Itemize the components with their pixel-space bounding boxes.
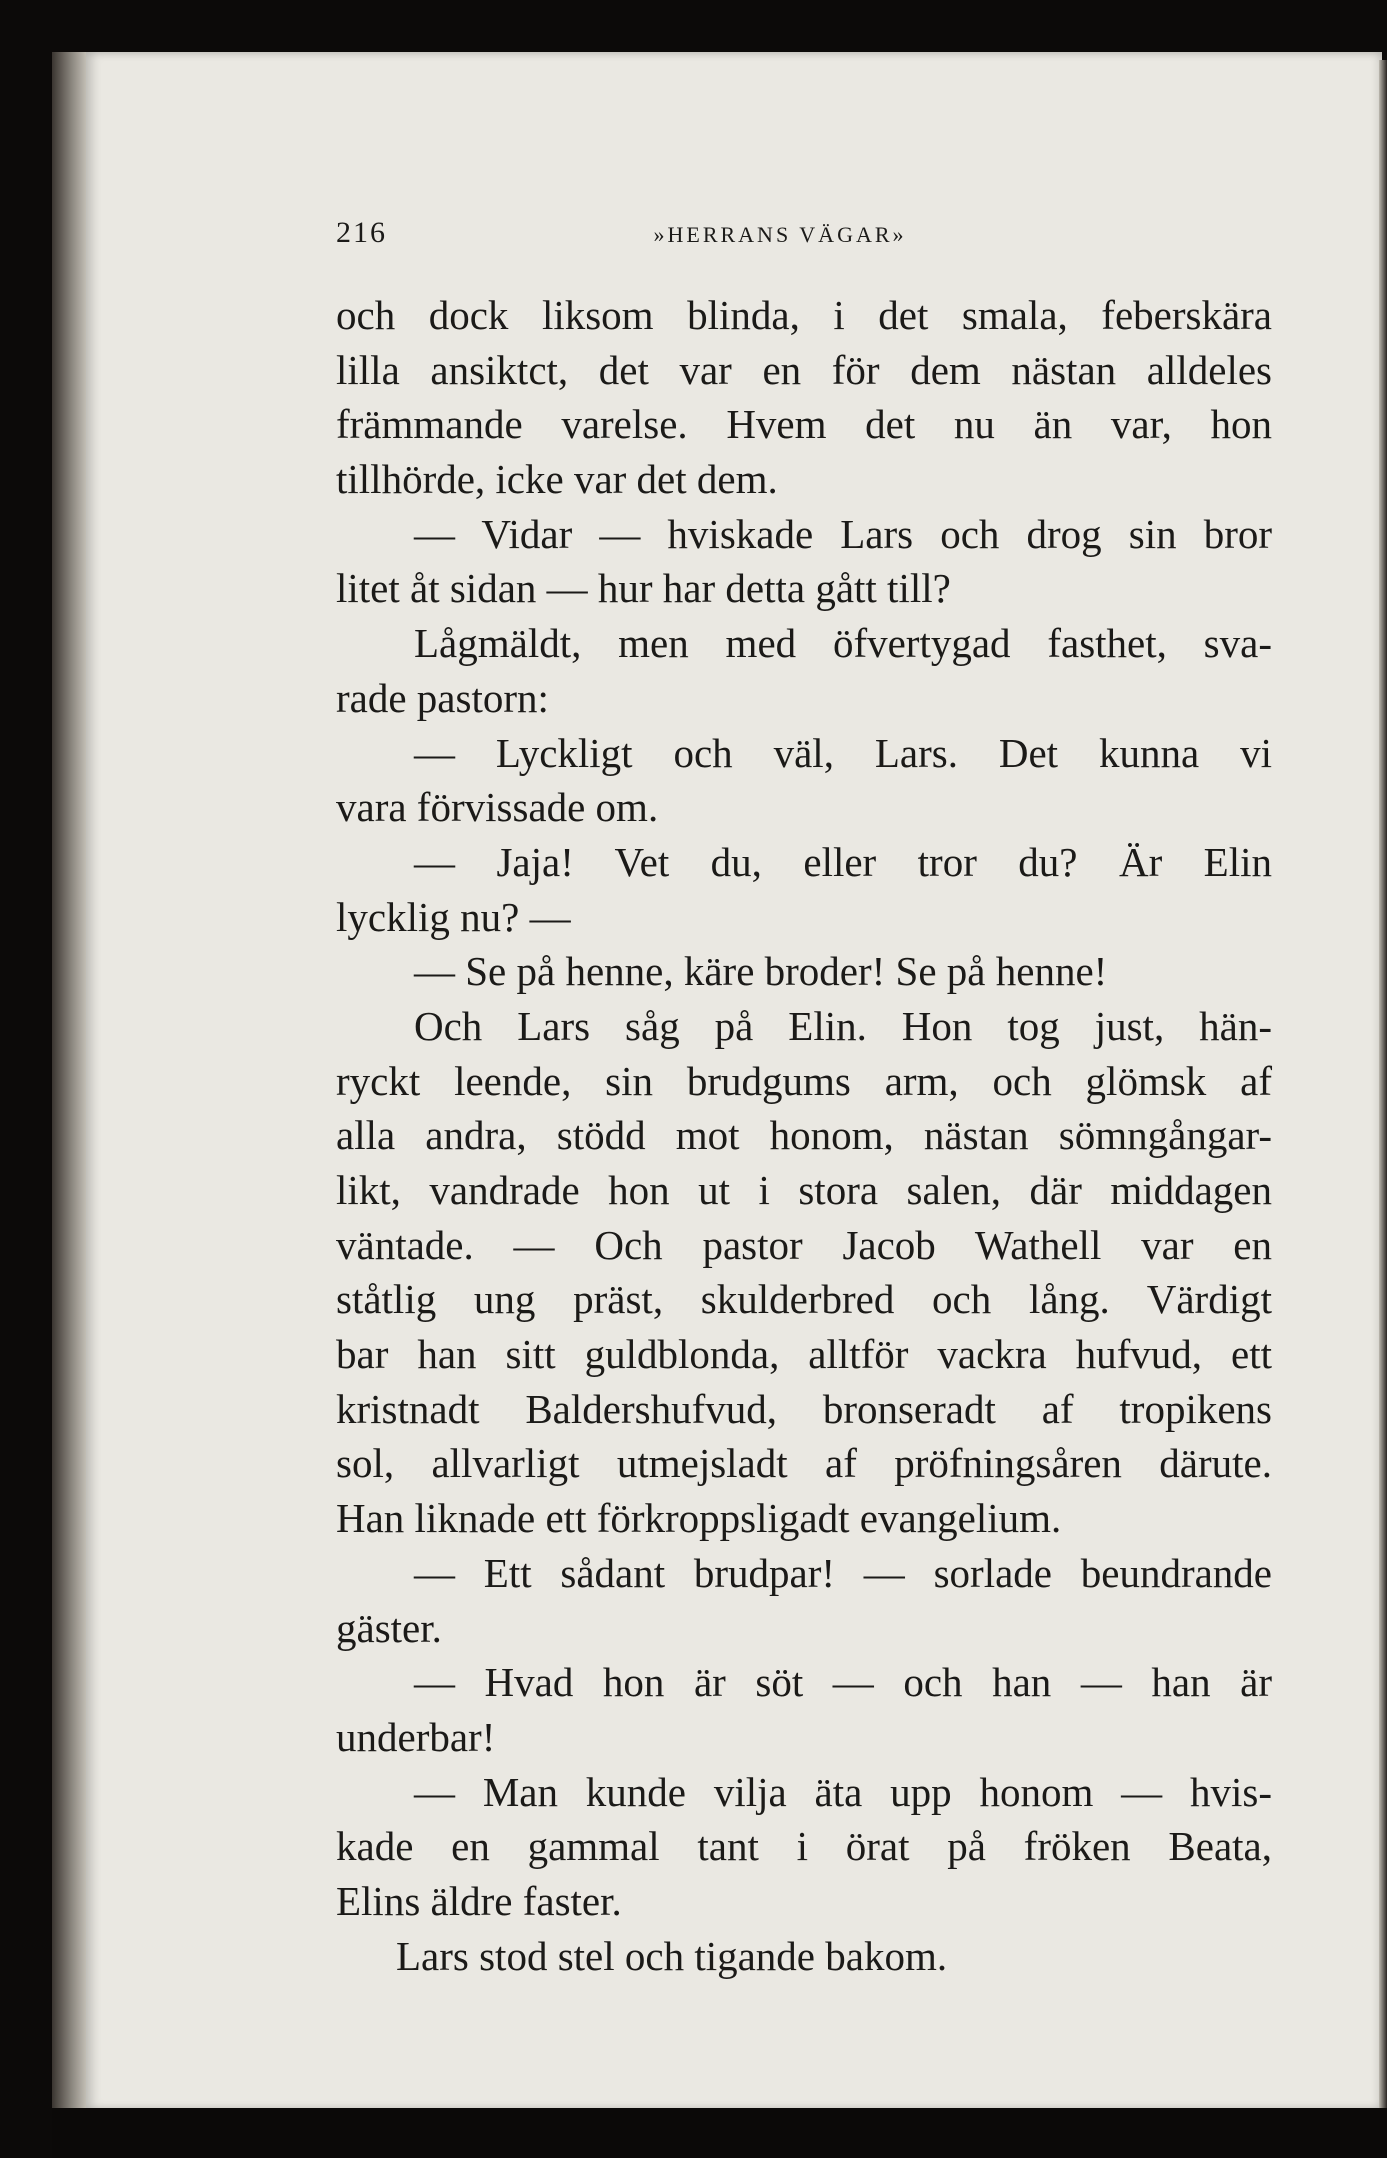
- text-line: — Vidar — hviskade Lars och drog sin bror: [414, 510, 1272, 557]
- text-line: Lars stod stel och tigande bakom.: [396, 1932, 948, 1979]
- text-line: Han liknade ett förkroppsligadt evangelium.: [336, 1495, 1062, 1542]
- text-line: alla andra, stödd mot honom, nästan sömngångar-: [336, 1112, 1272, 1159]
- text-line: — Ett sådant brudpar! — sorlade beundrande: [414, 1549, 1272, 1596]
- text-line: — Jaja! Vet du, eller tror du? Är Elin: [414, 838, 1272, 885]
- text-line: bar han sitt guldblonda, alltför vackra hufvud, ett: [336, 1331, 1272, 1378]
- body-text: [336, 288, 1272, 1983]
- text-line: underbar!: [336, 1713, 496, 1760]
- page-number: 216: [336, 216, 387, 249]
- text-line: Och Lars såg på Elin. Hon tog just, hän-: [414, 1002, 1272, 1049]
- page-edge-right: [1379, 60, 1387, 2120]
- text-line: litet åt sidan — hur har detta gått till?: [336, 565, 951, 612]
- text-line: ståtlig ung präst, skulderbred och lång. Värdigt: [336, 1276, 1272, 1323]
- text-line: främmande varelse. Hvem det nu än var, hon: [336, 401, 1272, 448]
- text-line: — Man kunde vilja äta upp honom — hvis-: [414, 1768, 1272, 1815]
- text-line: — Hvad hon är söt — och han — han är: [414, 1659, 1272, 1706]
- text-line: likt, vandrade hon ut i stora salen, där middagen: [336, 1167, 1272, 1213]
- text-line: rade pastorn:: [336, 674, 549, 721]
- text-line: Elins äldre faster.: [336, 1877, 622, 1924]
- text-line: vara förvissade om.: [336, 784, 659, 831]
- text-line: Lågmäldt, men med öfvertygad fasthet, sva-: [414, 620, 1272, 667]
- running-head: [336, 216, 907, 250]
- text-line: — Lyckligt och väl, Lars. Det kunna vi: [414, 729, 1272, 776]
- running-title: »HERRANS VÄGAR»: [653, 222, 907, 247]
- text-line: gäster.: [336, 1604, 442, 1651]
- scan-bottom-border: [52, 2108, 1387, 2158]
- text-line: lycklig nu? —: [336, 893, 571, 940]
- text-line: och dock liksom blinda, i det smala, feberskära: [336, 292, 1272, 338]
- page-gutter-shadow: [52, 52, 88, 2108]
- text-line: lilla ansiktct, det var en för dem nästan alldeles: [336, 346, 1272, 393]
- text-line: tillhörde, icke var det dem.: [336, 456, 778, 503]
- text-line: ryckt leende, sin brudgums arm, och glömsk af: [336, 1057, 1272, 1104]
- text-line: kade en gammal tant i örat på fröken Beata,: [336, 1823, 1272, 1870]
- text-line: — Se på henne, käre broder! Se på henne!: [414, 948, 1108, 995]
- text-line: kristnadt Baldershufvud, bronseradt af tropikens: [336, 1385, 1272, 1432]
- text-line: sol, allvarligt utmejsladt af pröfningsåren därute.: [336, 1440, 1272, 1487]
- text-line: väntade. — Och pastor Jacob Wathell var en: [336, 1221, 1272, 1268]
